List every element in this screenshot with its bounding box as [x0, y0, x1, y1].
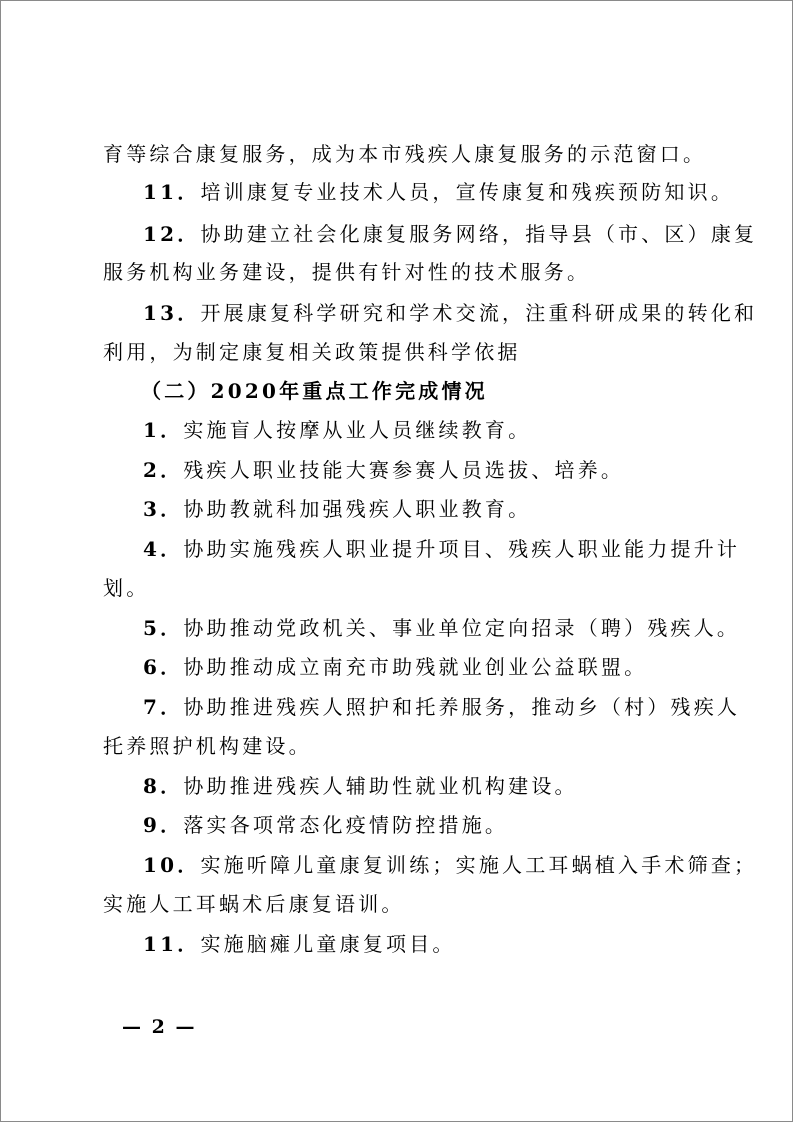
- item-number: 6．: [143, 655, 184, 679]
- paragraph-line: [103, 728, 312, 764]
- list-item-12: [143, 216, 757, 252]
- item-number: 2．: [143, 458, 184, 482]
- item-text: 协助实施残疾人职业提升项目、残疾人职业能力提升计: [183, 537, 741, 561]
- list-item-3: [143, 491, 531, 527]
- item-text: 实施脑瘫儿童康复项目。: [200, 932, 456, 956]
- line-text: 服务机构业务建设，提供有针对性的技术服务。: [103, 260, 591, 284]
- list-item-9: [143, 807, 508, 843]
- line-text: 划。: [103, 576, 150, 600]
- list-item-11b: [143, 926, 456, 962]
- list-item-8: [143, 768, 578, 804]
- list-item-10: [143, 847, 757, 883]
- item-text: 培训康复专业技术人员，宣传康复和残疾预防知识。: [200, 180, 735, 204]
- item-text: 落实各项常态化疫情防控措施。: [183, 813, 509, 837]
- line-text: 托养照护机构建设。: [103, 734, 312, 758]
- item-text: 协助建立社会化康复服务网络，指导县（市、区）康复: [200, 222, 758, 246]
- item-number: 4．: [143, 537, 184, 561]
- list-item-2: [143, 452, 624, 488]
- item-number: 8．: [143, 774, 184, 798]
- item-number: 10．: [143, 853, 201, 877]
- item-text: 开展康复科学研究和学术交流，注重科研成果的转化和: [200, 301, 758, 325]
- item-text: 协助推动成立南充市助残就业创业公益联盟。: [183, 655, 648, 679]
- list-item-1: [143, 412, 531, 448]
- paragraph-line: [103, 254, 590, 290]
- item-text: 协助推进残疾人照护和托养服务，推动乡（村）残疾人: [183, 695, 741, 719]
- paragraph-line: [103, 334, 521, 370]
- item-number: 9．: [143, 813, 184, 837]
- item-number: 11．: [143, 180, 201, 204]
- item-number: 13．: [143, 301, 201, 325]
- paragraph-line: [103, 886, 405, 922]
- page-number: — 2 —: [122, 1016, 197, 1038]
- list-item-7: [143, 689, 740, 725]
- section-heading: [141, 373, 488, 409]
- item-number: 5．: [143, 616, 184, 640]
- item-number: 3．: [143, 497, 184, 521]
- item-text: 实施盲人按摩从业人员继续教育。: [183, 418, 532, 442]
- item-text: 残疾人职业技能大赛参赛人员选拔、培养。: [183, 458, 625, 482]
- list-item-13: [143, 295, 757, 331]
- list-item-4: [143, 531, 740, 567]
- item-number: 1．: [143, 418, 184, 442]
- item-number: 12．: [143, 222, 201, 246]
- list-item-6: [143, 649, 647, 685]
- item-number: 11．: [143, 932, 201, 956]
- item-text: 实施听障儿童康复训练；实施人工耳蜗植入手术筛查；: [200, 853, 758, 877]
- paragraph-line: [103, 570, 149, 606]
- item-text: 协助推动党政机关、事业单位定向招录（聘）残疾人。: [183, 616, 741, 640]
- line-text: 育等综合康复服务，成为本市残疾人康复服务的示范窗口。: [103, 142, 707, 166]
- list-item-11: [143, 174, 734, 210]
- line-text: 利用，为制定康复相关政策提供科学依据: [103, 340, 521, 364]
- paragraph-line: [103, 136, 706, 172]
- item-text: 协助推进残疾人辅助性就业机构建设。: [183, 774, 578, 798]
- heading-text: （二）2020年重点工作完成情况: [141, 379, 488, 403]
- line-text: 实施人工耳蜗术后康复语训。: [103, 892, 405, 916]
- item-text: 协助教就科加强残疾人职业教育。: [183, 497, 532, 521]
- list-item-5: [143, 610, 740, 646]
- item-number: 7．: [143, 695, 184, 719]
